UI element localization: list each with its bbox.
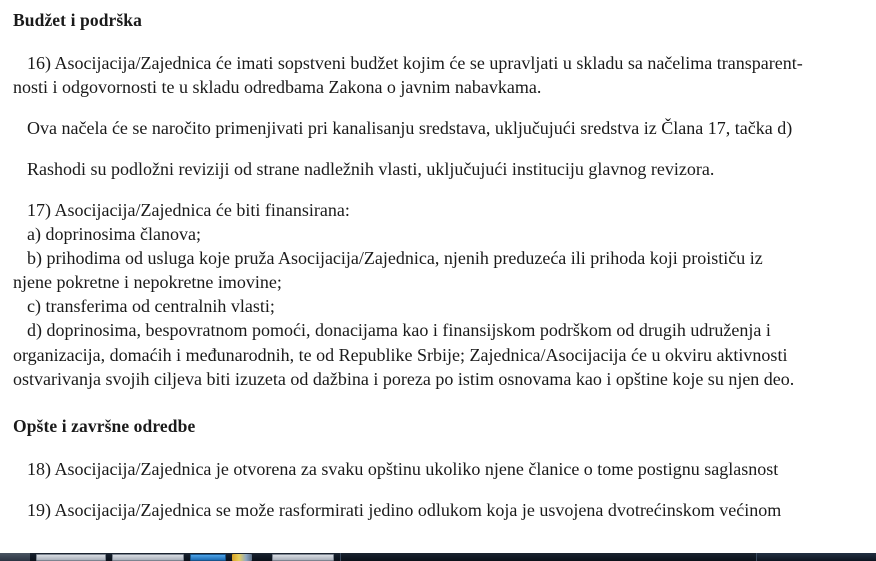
taskbar[interactable] <box>0 553 876 561</box>
text-line: 17) Asocijacija/Zajednica će biti finansirana: <box>27 200 350 221</box>
section-heading-budget: Budžet i podrška <box>13 10 142 30</box>
taskbar-window-button[interactable] <box>36 554 106 561</box>
text-line: Rashodi su podložni reviziji od strane nadležnih vlasti, uključujući instituciju glavnog revizora. <box>27 159 715 180</box>
spacer <box>13 140 869 157</box>
spacer <box>13 437 869 457</box>
spacer <box>13 31 869 51</box>
spacer <box>13 181 869 198</box>
start-button[interactable] <box>0 553 30 561</box>
spacer <box>13 99 869 116</box>
text-line: Ova načela će se naročito primenjivati pri kanalisanju sredstava, uključujući sredstva iz Člana 17, tačka d) <box>27 118 793 139</box>
taskbar-window-button[interactable] <box>112 554 184 561</box>
text-line: njene pokretne i nepokretne imovine; <box>13 272 282 293</box>
paragraph-expenditures <box>13 157 869 181</box>
list-item-d: d) doprinosima, bespovratnom pomoći, donacijama kao i finansijskom podrškom od drugih udruženja i <box>27 320 771 341</box>
paragraph-item-18 <box>13 457 869 481</box>
paragraph-item-16 <box>13 51 869 99</box>
text-line: ostvarivanja svojih ciljeva biti izuzeta od dažbina i poreza po istim osnovama kao i opštine koje su njen deo. <box>13 368 795 389</box>
taskbar-browser-icon[interactable] <box>190 554 226 561</box>
paragraph-principles <box>13 116 869 140</box>
taskbar-window-button[interactable] <box>272 554 334 561</box>
paragraph-item-19 <box>13 498 869 522</box>
spacer <box>13 391 869 416</box>
section-heading-general-final-provisions: Opšte i završne odredbe <box>13 415 196 436</box>
spacer <box>13 0 869 10</box>
spacer <box>13 481 869 498</box>
taskbar-separator <box>340 553 341 561</box>
list-item-a: a) doprinosima članova; <box>27 224 201 245</box>
paragraph-item-17 <box>13 198 869 390</box>
list-item-c: c) transferima od centralnih vlasti; <box>27 296 275 317</box>
system-tray[interactable] <box>756 553 876 561</box>
taskbar-app-icon[interactable] <box>232 554 252 561</box>
text-line: organizacija, domaćih i međunarodnih, te od Republike Srbije; Zajednica/Asocijacija će u okviru aktivnosti <box>13 344 788 365</box>
text-line: 18) Asocijacija/Zajednica je otvorena za svaku opštinu ukoliko njene članice o tome postignu saglasnost <box>27 458 779 479</box>
text-line: 16) Asocijacija/Zajednica će imati sopstveni budžet kojim će se upravljati u skladu sa načelima transparent- <box>27 53 803 74</box>
document-body <box>13 0 869 522</box>
list-item-b: b) prihodima od usluga koje pruža Asocijacija/Zajednica, njenih preduzeća ili prihoda koji proističu iz <box>27 248 763 269</box>
text-line: nosti i odgovornosti te u skladu odredbama Zakona o javnim nabavkama. <box>13 77 542 98</box>
text-line: 19) Asocijacija/Zajednica se može rasformirati jedino odlukom koja je usvojena dvotrećinskom većinom <box>27 499 782 520</box>
